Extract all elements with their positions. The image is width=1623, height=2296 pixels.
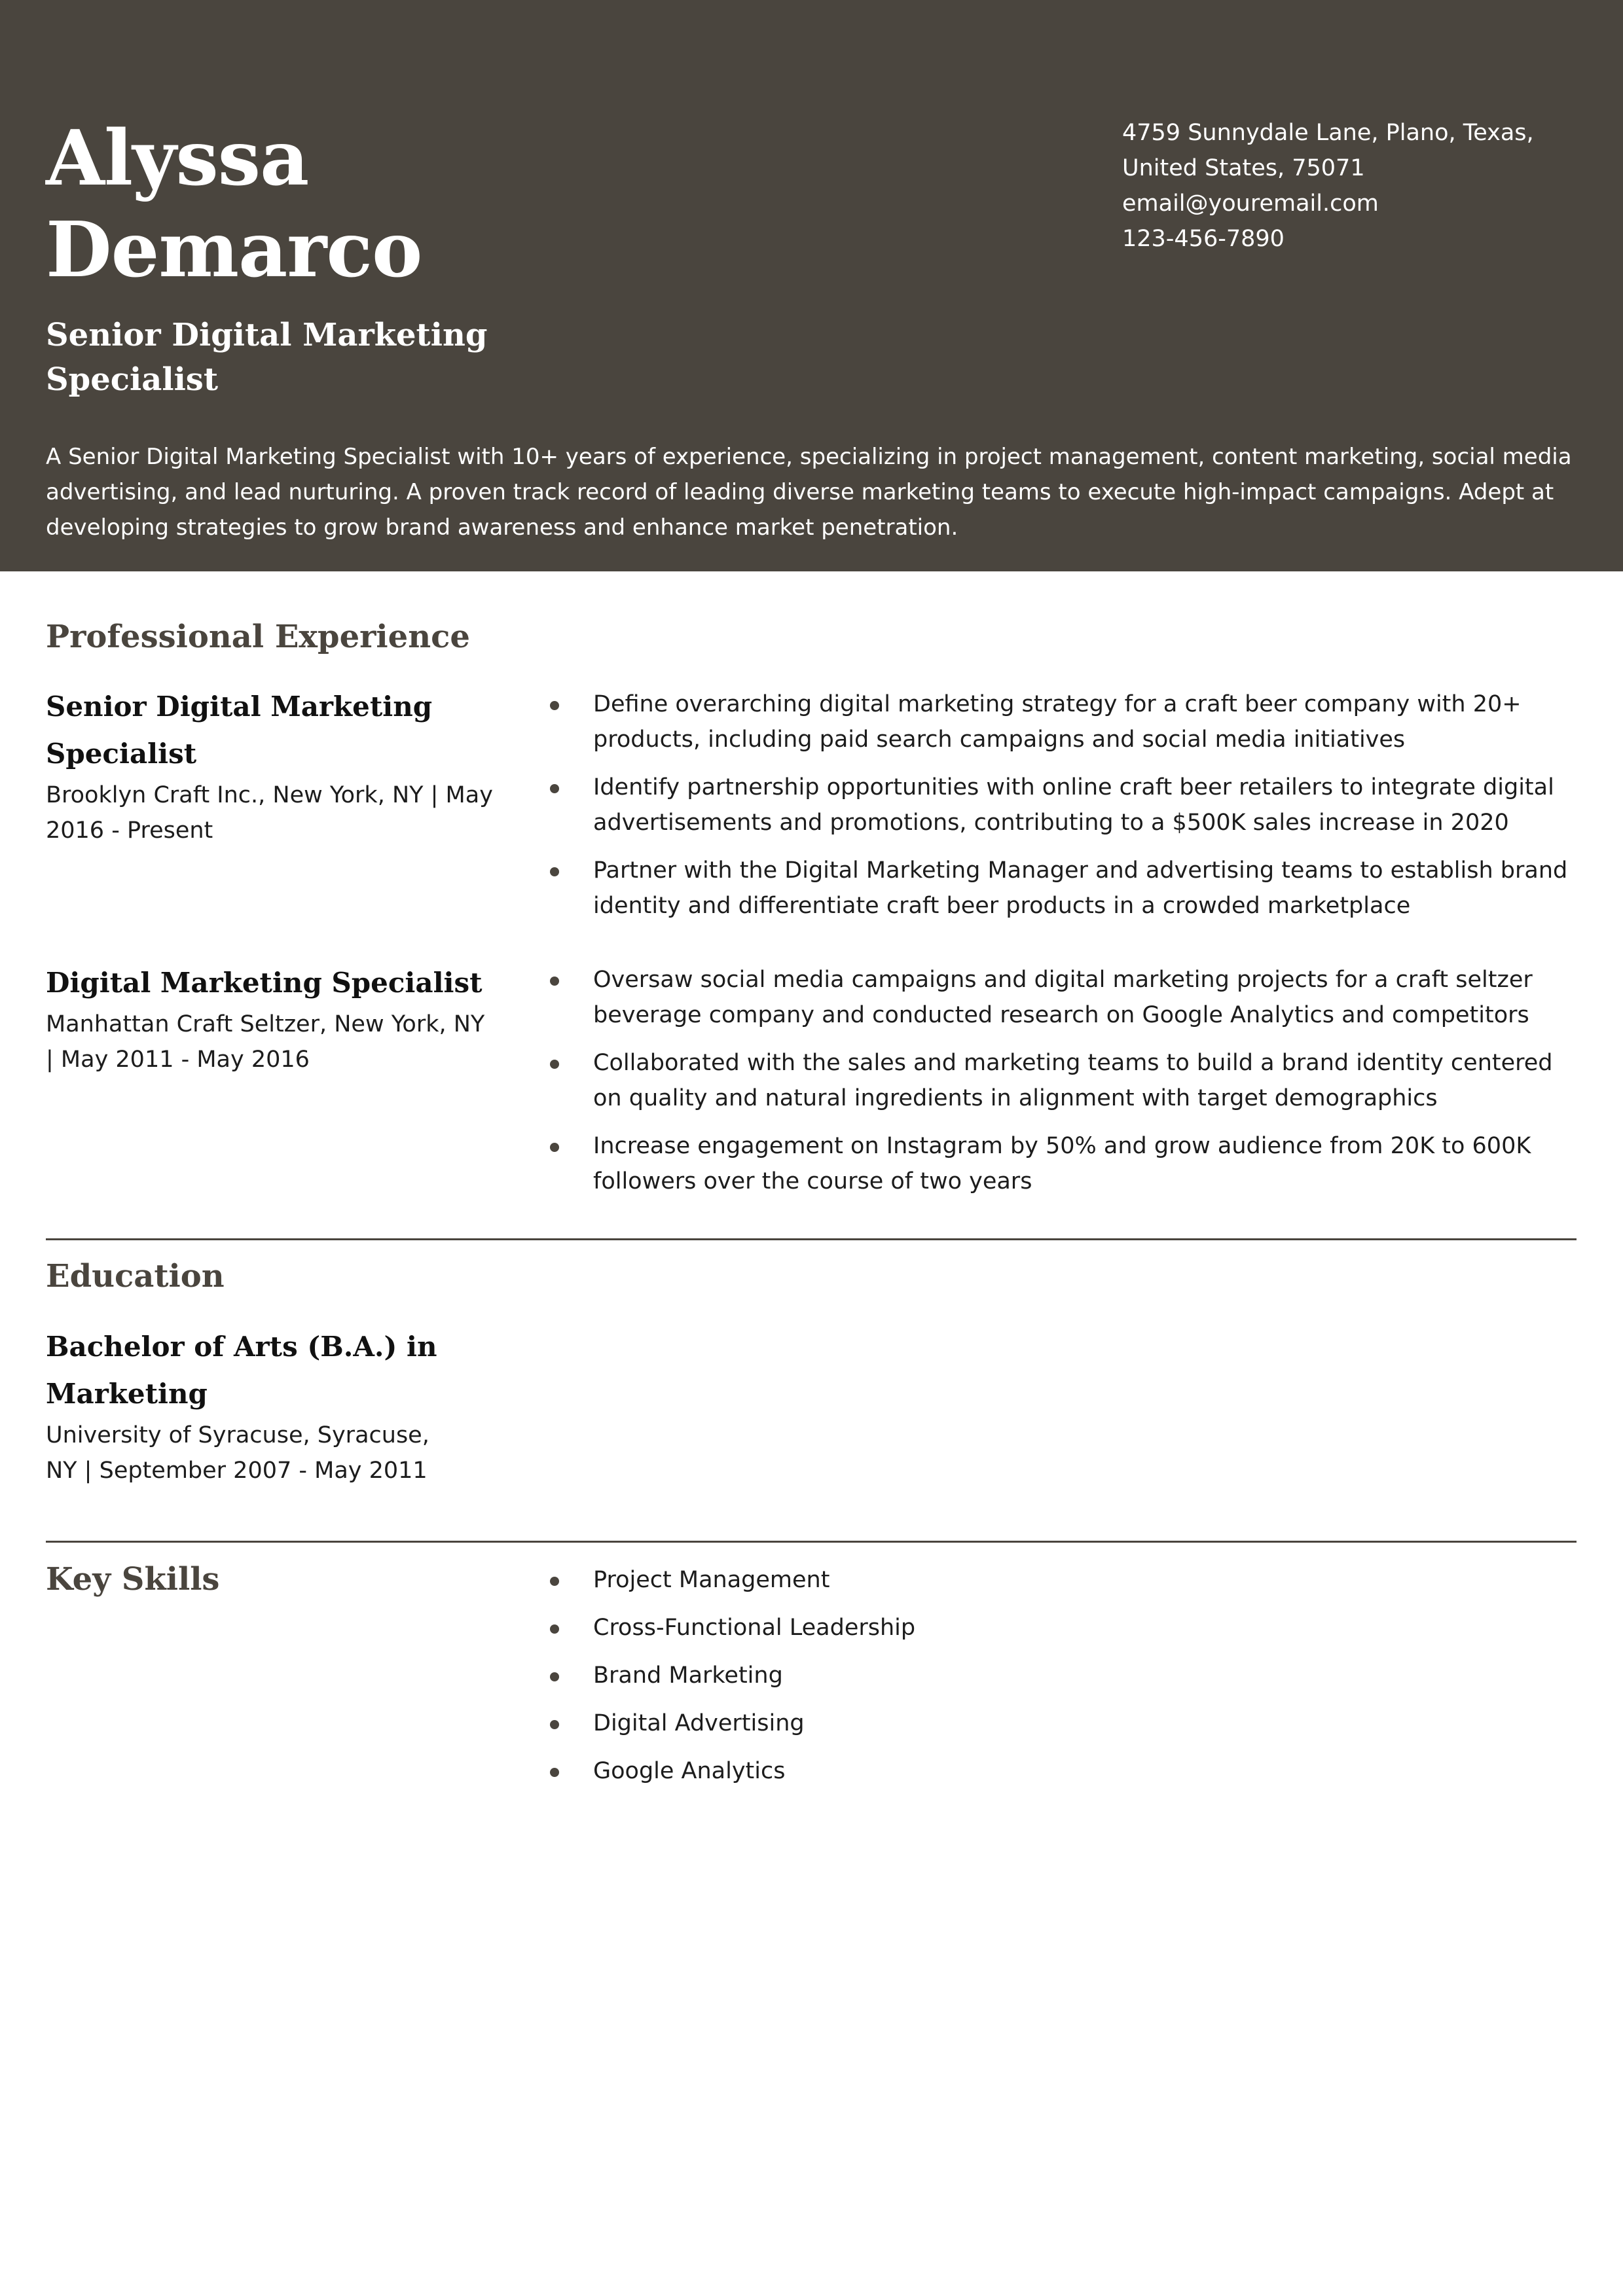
skill-item: Google Analytics: [550, 1753, 1578, 1789]
candidate-name: [46, 113, 635, 296]
address-line-2: United States, 75071: [1122, 155, 1365, 181]
list-item: Oversaw social media campaigns and digital marketing projects for a craft seltzer beverage company and conducted research on Google Analytics and competitors: [550, 962, 1578, 1033]
job-2-meta: Manhattan Craft Seltzer, New York, NY | May 2011 - May 2016: [46, 1011, 485, 1073]
job-1-info: [46, 683, 498, 848]
list-item: Partner with the Digital Marketing Manager and advertising teams to establish brand identity and differentiate craft beer products in a crowded marketplace: [550, 853, 1578, 924]
resume-header: [0, 0, 1623, 571]
skill-item: Cross-Functional Leadership: [550, 1610, 1578, 1645]
contact-info: [1122, 115, 1541, 257]
address-line-1: 4759 Sunnydale Lane, Plano, Texas,: [1122, 120, 1534, 146]
job-1-meta: Brooklyn Craft Inc., New York, NY | May 2016 - Present: [46, 782, 493, 844]
section-divider: [46, 1238, 1577, 1240]
list-item: Collaborated with the sales and marketing teams to build a brand identity centered on quality and natural ingredients in alignment with target demographics: [550, 1045, 1578, 1116]
job-2-info: [46, 960, 498, 1077]
education-info: [46, 1323, 465, 1488]
degree-title: Bachelor of Arts (B.A.) in Marketing: [46, 1331, 437, 1410]
experience-heading: Professional Experience: [46, 619, 470, 655]
skill-item: Digital Advertising: [550, 1706, 1578, 1741]
job-2-title: Digital Marketing Specialist: [46, 967, 483, 999]
job-title: Senior Digital Marketing Specialist: [46, 317, 488, 398]
professional-summary: A Senior Digital Marketing Specialist with 10+ years of experience, specializing in project management, content marketing, social media advertising, and lead nurturing. A proven track record of leading diverse marketing teams to execute high-impact campaigns. Adept at developing strategies to grow brand awareness and enhance market penetration.: [46, 444, 1572, 541]
skills-list: [550, 1562, 1578, 1801]
list-item: Increase engagement on Instagram by 50% and grow audience from 20K to 600K followers over the course of two years: [550, 1128, 1578, 1199]
last-name: Demarco: [46, 206, 422, 295]
section-divider: [46, 1541, 1577, 1543]
job-1-title: Senior Digital Marketing Specialist: [46, 691, 433, 770]
education-meta: University of Syracuse, Syracuse, NY | September 2007 - May 2011: [46, 1422, 429, 1484]
first-name: Alyssa: [46, 114, 309, 203]
job-2-bullets: [550, 962, 1578, 1211]
job-1-bullets: [550, 687, 1578, 936]
skills-heading: Key Skills: [46, 1561, 220, 1598]
list-item: Define overarching digital marketing strategy for a craft beer company with 20+ products, including paid search campaigns and social media initiatives: [550, 687, 1578, 757]
skill-item: Brand Marketing: [550, 1658, 1578, 1693]
education-heading: Education: [46, 1258, 225, 1295]
email[interactable]: email@youremail.com: [1122, 190, 1379, 217]
phone[interactable]: 123-456-7890: [1122, 226, 1285, 252]
skill-item: Project Management: [550, 1562, 1578, 1598]
list-item: Identify partnership opportunities with online craft beer retailers to integrate digital advertisements and promotions, contributing to a $500K sales increase in 2020: [550, 770, 1578, 840]
